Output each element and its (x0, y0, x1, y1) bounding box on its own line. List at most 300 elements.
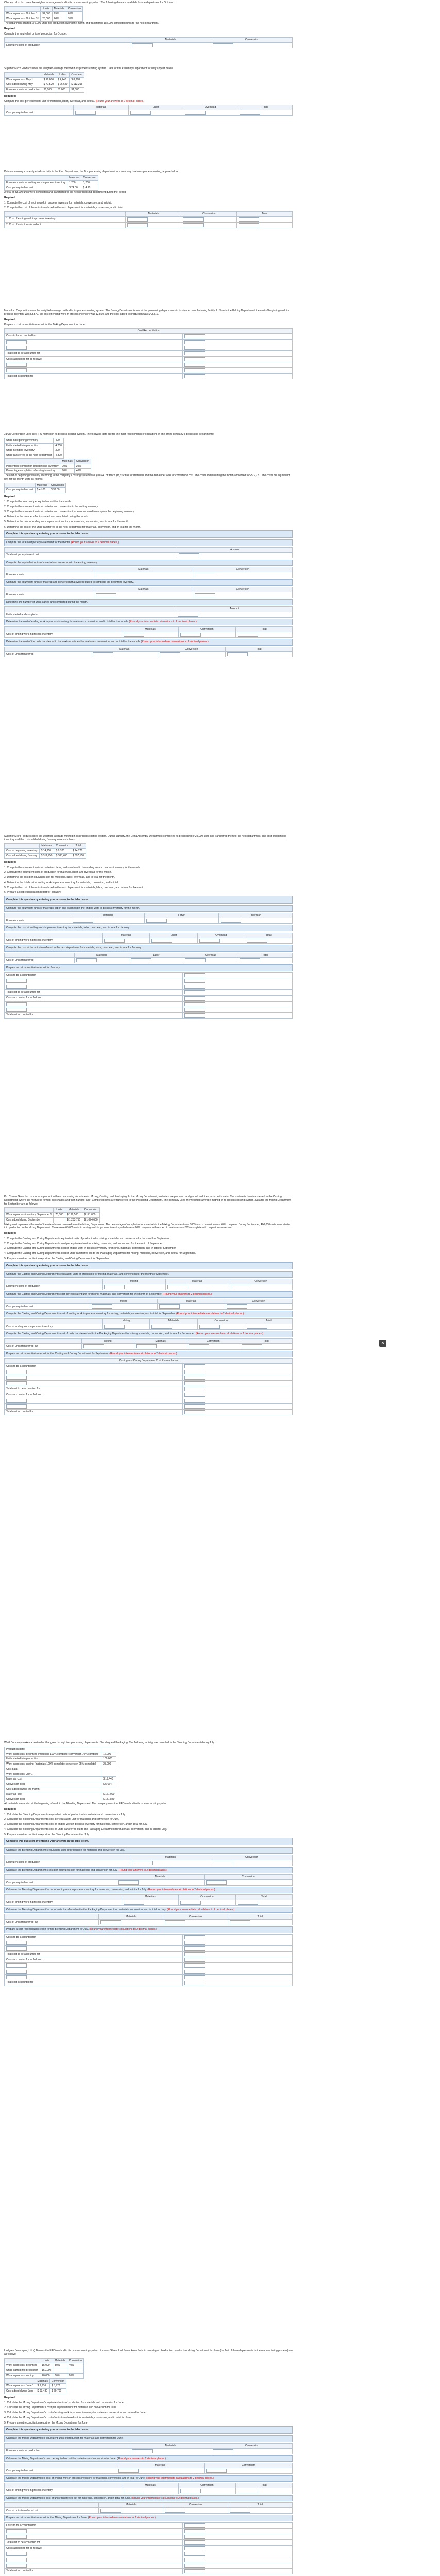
answer-input[interactable] (240, 958, 260, 962)
answer-input[interactable] (124, 633, 144, 637)
required-label: Required: (4, 94, 16, 98)
table-header: Labor (56, 72, 69, 77)
recon-amount-input[interactable] (184, 2535, 205, 2539)
table-row (5, 11, 83, 16)
table-cell: $ 171,000 (82, 1213, 99, 1218)
answer-input[interactable] (159, 1304, 180, 1309)
answer-input[interactable] (180, 2489, 201, 2493)
recon-select[interactable] (6, 346, 27, 350)
recon-label: Costs to be accounted for: (6, 1935, 37, 1939)
answer-row-label: Units started and completed (5, 612, 176, 618)
recon-row (5, 1012, 293, 1018)
table-cell: 30% (74, 464, 91, 469)
answer-input[interactable] (180, 1901, 201, 1905)
answer-header: Total (238, 105, 292, 110)
answer-input[interactable] (118, 2469, 139, 2473)
answer-input[interactable] (239, 223, 259, 227)
answer-input[interactable] (183, 217, 204, 222)
recon-amount-input[interactable] (184, 990, 205, 994)
recon-amount-input[interactable] (184, 1364, 205, 1368)
answer-header: Labor (128, 105, 183, 110)
answer-input[interactable] (179, 553, 199, 557)
answer-input[interactable] (127, 217, 148, 222)
answer-input[interactable] (183, 223, 204, 227)
table-row (5, 1767, 116, 1772)
answer-row-label: Cost per equivalent unit (5, 2468, 116, 2474)
recon-select[interactable] (6, 2535, 27, 2539)
recon-amount-input[interactable] (184, 985, 205, 989)
answer-input[interactable] (83, 1344, 104, 1348)
recon-select[interactable] (6, 340, 27, 344)
table-cell: 80% (60, 469, 74, 474)
cost-reconciliation-table (4, 972, 293, 1019)
recon-select[interactable] (6, 1370, 27, 1374)
recon-amount-input[interactable] (184, 1387, 205, 1391)
section-prompt: Calculate the Mixing Department's cost per equivalent unit for materials and conversion for June. (Round your answers to 2 decimal places.) (4, 2455, 293, 2462)
recon-row (5, 1375, 293, 1381)
section-answer-table (4, 1874, 293, 1886)
table-row (5, 2373, 84, 2378)
recon-amount-input[interactable] (184, 1399, 205, 1403)
answer-row (5, 632, 293, 637)
problem-note: The cost of beginning inventory according to the company's costing system was $10,640 of which $8,535 was for materials and the remainder was for conversion cost. The costs added during the month amounted to $322,720. The costs per equivalent unit for the month were as follows: (4, 474, 290, 481)
answer-header: Conversion (163, 1914, 228, 1920)
section-prompt: Compute the cost of the units transferred to the next department for materials, labor, overhead, and in total for January. (4, 945, 293, 952)
problem-p4 (4, 309, 293, 379)
answer-input[interactable] (240, 111, 260, 115)
recon-amount-input[interactable] (184, 996, 205, 1001)
recon-amount-input[interactable] (184, 1975, 205, 1979)
recon-amount-input[interactable] (184, 2540, 205, 2545)
answer-input[interactable] (230, 2509, 250, 2513)
recon-amount-input[interactable] (184, 1008, 205, 1012)
required-item: 3. Calculate the Blending Department's cost of ending work in process inventory for materials, conversion, and in total for July. (4, 1823, 148, 1826)
problem-note: All materials are added at the beginning of work in the Blending Department. The company uses the FIFO method in its process costing system. (4, 1802, 168, 1805)
recon-select[interactable] (6, 363, 27, 367)
close-overlay-button[interactable]: ✕ (379, 1340, 386, 1347)
answer-input[interactable] (92, 1304, 112, 1309)
recon-row (5, 1398, 293, 1403)
answer-input[interactable] (239, 217, 259, 222)
recon-amount-input[interactable] (184, 979, 205, 983)
answer-input[interactable] (132, 2449, 153, 2453)
table-header (5, 175, 67, 180)
answer-input[interactable] (213, 1861, 233, 1865)
recon-select[interactable] (6, 2529, 27, 2533)
recon-amount-input[interactable] (184, 1393, 205, 1397)
problem-intro: Data concerning a recent period's activity in the Prep Department, the first processing department in a company that uses process costing, appear below: (4, 170, 179, 173)
answer-input[interactable] (118, 1880, 139, 1885)
answer-input[interactable] (96, 573, 116, 577)
recon-select[interactable] (6, 2564, 27, 2568)
table-cell: $ 41.00 (35, 488, 49, 493)
answer-row-label: Cost of units transferred out (5, 1920, 99, 1925)
section-note: (Round your intermediate calculations to 2 decimal places.) (109, 1352, 177, 1355)
recon-row (5, 2568, 293, 2574)
instruction-banner: Complete this question by entering your answers in the tabs below. (4, 1262, 293, 1270)
answer-header: Conversion (204, 1875, 292, 1880)
table-cell: Units started into production (5, 2368, 40, 2374)
answer-table (4, 37, 293, 48)
answer-header: Total (228, 2503, 292, 2508)
recon-select[interactable] (6, 368, 27, 372)
recon-amount-input[interactable] (184, 1970, 205, 1974)
recon-row (5, 362, 293, 368)
table-cell: $ 24,270 (71, 849, 86, 854)
recon-amount-input[interactable] (184, 1376, 205, 1380)
recon-amount-input[interactable] (184, 1981, 205, 1985)
table-row (5, 1797, 116, 1802)
section-prompt: Compute the equivalent units of materials, labor, and overhead in the ending work in process inventory for the month. (4, 905, 293, 912)
answer-input[interactable] (242, 1344, 262, 1348)
required-text: Prepare a cost reconciliation report for the Baking Department for June. (4, 323, 86, 327)
table-cell: $ 196,500 (65, 1213, 82, 1218)
recon-select[interactable] (6, 1002, 27, 1006)
section-answer-table (4, 547, 293, 558)
section-note: (Round your intermediate calculations to 2 decimal places.) (88, 2516, 156, 2520)
answer-header: Materials (122, 1894, 178, 1900)
section-note: (Round your answers to 2 decimal places.) (118, 1868, 167, 1872)
answer-input[interactable] (151, 939, 172, 943)
answer-header: Materials (134, 1338, 187, 1344)
answer-input[interactable] (185, 111, 206, 115)
section-prompt: Calculate the Blending Department's cost of units transferred out to the Packaging Department for materials, conversion, and in total for July. (Round your intermediate calculations to 2 decimal places.) (4, 1907, 293, 1913)
recon-amount-input[interactable] (184, 357, 205, 361)
answer-input[interactable] (127, 223, 148, 227)
recon-select[interactable] (6, 1008, 27, 1012)
recon-amount-input[interactable] (184, 973, 205, 977)
table-cell: Work in process, October 31 (5, 16, 41, 22)
answer-input[interactable] (199, 1325, 220, 1329)
recon-select[interactable] (6, 1381, 27, 1385)
given-data-table-2 (4, 459, 91, 474)
recon-select[interactable] (6, 1946, 27, 1951)
answer-input[interactable] (151, 1325, 172, 1329)
required-item: 5. Compute the cost of the units transferred to the next department for materials, labor, overhead, and in total for the month. (4, 886, 145, 889)
recon-amount-input[interactable] (184, 374, 205, 378)
answer-row-label: Cost of ending work in process inventory (5, 632, 122, 637)
given-data-table (4, 2358, 84, 2379)
section-prompt: Calculate the Blending Department's cost of ending work in process inventory for materials, conversion, and in total for July. (Round your intermediate calculations to 2 decimal places.) (4, 1887, 293, 1893)
answer-input[interactable] (227, 652, 248, 656)
answer-input[interactable] (206, 2469, 227, 2473)
recon-amount-input[interactable] (184, 2552, 205, 2556)
table-row (5, 464, 91, 469)
recon-select[interactable] (6, 1970, 27, 1974)
answer-input[interactable] (195, 573, 215, 577)
table-cell: Units in ending inventory (5, 448, 54, 453)
recon-amount-input[interactable] (184, 1002, 205, 1006)
recon-amount-input[interactable] (184, 1381, 205, 1385)
answer-input[interactable] (132, 1861, 153, 1865)
recon-select[interactable] (6, 979, 27, 983)
recon-label: Costs accounted for as follows: (6, 2547, 42, 2550)
answer-header: Mixing (103, 1319, 150, 1324)
answer-header: Overhead (183, 953, 238, 958)
answer-row-label: Cost of units transferred (5, 652, 91, 657)
answer-input[interactable] (132, 43, 153, 47)
recon-amount-input[interactable] (184, 2558, 205, 2562)
answer-row-label: Total cost per equivalent unit (5, 552, 177, 558)
recon-amount-input[interactable] (184, 2523, 205, 2528)
recon-amount-input[interactable] (184, 2569, 205, 2573)
answer-input[interactable] (247, 939, 267, 943)
recon-row (5, 1969, 293, 1974)
recon-label: Total cost accounted for (6, 2569, 33, 2573)
recon-amount-input[interactable] (184, 2564, 205, 2568)
recon-amount-input[interactable] (184, 1952, 205, 1956)
answer-input[interactable] (165, 1920, 185, 1924)
answer-input[interactable] (231, 1285, 251, 1289)
answer-header (5, 2503, 99, 2508)
table-row (5, 1792, 116, 1797)
answer-input[interactable] (221, 919, 241, 923)
table-cell: Units in beginning inventory (5, 438, 54, 443)
answer-input[interactable] (238, 633, 258, 637)
answer-row (5, 1860, 293, 1866)
answer-header: Conversion (193, 587, 293, 592)
answer-row-label: Equivalent units of production (5, 1860, 130, 1866)
answer-row (5, 2488, 293, 2494)
answer-header (5, 1855, 130, 1860)
section-prompt: Compute the Casting and Curing Department's cost of ending work in process inventory for mixing, materials, conversion, and in total for September. (Round your intermediate calculations to 2 decimal places.) (4, 1311, 293, 1317)
table-cell: Percentage completion of ending inventory (5, 469, 60, 474)
table-cell (101, 1787, 116, 1792)
answer-input[interactable] (124, 1901, 144, 1905)
answer-input[interactable] (238, 2489, 258, 2493)
answer-header: Labor (129, 953, 183, 958)
recon-select[interactable] (6, 985, 27, 989)
recon-select[interactable] (6, 2558, 27, 2562)
answer-input[interactable] (227, 1304, 247, 1309)
answer-header: Materials (150, 1319, 197, 1324)
answer-header: Materials (74, 953, 129, 958)
answer-input[interactable] (131, 958, 151, 962)
table-cell: Units transferred to the next department (5, 453, 54, 459)
answer-header (5, 547, 177, 552)
recon-amount-input[interactable] (184, 1013, 205, 1018)
recon-amount-input[interactable] (184, 368, 205, 372)
recon-select[interactable] (6, 1963, 27, 1968)
answer-header: Conversion (179, 1894, 235, 1900)
answer-input[interactable] (73, 919, 93, 923)
answer-input[interactable] (213, 43, 233, 47)
answer-input[interactable] (185, 958, 206, 962)
problem-intro: Pro Cosmo Glow, Inc. produces a product in three processing departments: Mixing, Casting, and Packaging. In the Mixing Department, materials are prepared and ground and then mixed with water. The mixture is then transferred to the Casting Department, where the mixture is formed into shapes and then hung to cure. Completed units are transferred to the Packaging Department. The company uses the weighted-average method in its process costing system. Data for the Mixing Department for September are as follows: (4, 1195, 291, 1206)
table-cell: 15,000 (40, 2363, 53, 2368)
recon-title: Casting and Curing Department Cost Reconciliation (5, 1359, 293, 1364)
answer-input[interactable] (167, 1285, 188, 1289)
answer-header: Conversion (229, 1279, 292, 1284)
section-answer-table (4, 933, 293, 944)
section-prompt: Compute the cost of ending work in process inventory for materials, labor, overhead, and in total for January. (4, 925, 293, 931)
required-item: 1. Calculate the Mixing Department's equivalent units of production for materials and conversion for June. (4, 2401, 125, 2404)
recon-amount-input[interactable] (184, 1963, 205, 1968)
answer-input[interactable] (146, 919, 167, 923)
required-item: 4. Determine the total cost of ending work in process inventory for materials, conversion, and in total. (4, 880, 119, 884)
recon-select[interactable] (6, 1975, 27, 1979)
recon-amount-input[interactable] (184, 1410, 205, 1414)
recon-amount-input[interactable] (184, 346, 205, 350)
recon-amount-input[interactable] (184, 1370, 205, 1374)
recon-amount-input[interactable] (184, 363, 205, 367)
answer-header: Materials (116, 1875, 204, 1880)
table-cell: Work in process, July 1: (5, 1772, 101, 1777)
recon-amount-input[interactable] (184, 1941, 205, 1945)
answer-input[interactable] (100, 1920, 121, 1924)
answer-input[interactable] (124, 2489, 144, 2493)
table-cell: 150,000 (40, 2368, 53, 2374)
table-cell: Cost added during September (5, 1217, 54, 1223)
recon-label: Costs accounted for as follows: (6, 1393, 42, 1397)
recon-amount-input[interactable] (184, 334, 205, 338)
table-cell: 4,300 (54, 453, 64, 459)
recon-row (5, 984, 293, 990)
required-label: Required: (4, 1232, 16, 1235)
table-cell: $ 19,440 (101, 1777, 116, 1782)
answer-header: Materials (130, 2443, 211, 2448)
answer-header: Conversion (158, 647, 225, 652)
recon-select[interactable] (6, 1399, 27, 1403)
table-header: Units (54, 1208, 65, 1213)
answer-input[interactable] (160, 652, 180, 656)
required-item: 2. Compute the cost of the units transferred to the next department for materials, conversion, and in total. (4, 206, 124, 210)
recon-select[interactable] (6, 1941, 27, 1945)
recon-row (5, 345, 293, 350)
table-header: Overhead (70, 72, 84, 77)
recon-row (5, 1386, 293, 1392)
answer-input[interactable] (96, 593, 116, 597)
answer-row-label: Equivalent units of production (5, 2448, 130, 2454)
problem-note: Mixing cost represents the cost of the mixed mass received from the Mixing Department. The percentage of completion for materials in the Mixing Department was 100% and conversion was 40% complete. During September, 400,000 units were started into production in the Mixing Department. There were 65,000 units in ending work in process inventory which were 80% complete with respect to materials and 30% complete with respect to conversion. (4, 1223, 291, 1230)
recon-label: Total cost accounted for (6, 1410, 33, 1414)
answer-row-label: 1. Cost of ending work in process inventory (5, 216, 126, 222)
answer-input[interactable] (180, 633, 201, 637)
table-cell: Equivalent units of ending work in process inventory (5, 180, 67, 185)
recon-row (5, 1007, 293, 1012)
table-cell: Conversion cost (5, 1782, 101, 1787)
recon-select[interactable] (6, 1376, 27, 1380)
recon-row (5, 1974, 293, 1980)
answer-header: Conversion (181, 212, 237, 217)
answer-row-label: Cost per equivalent unit (5, 110, 74, 116)
answer-input[interactable] (238, 1901, 258, 1905)
problem-p1 (4, 1, 293, 48)
section-prompt: Compute the equivalent units of material and conversion in the ending inventory. (4, 560, 293, 566)
problem-intro: Cheney Labs, Inc. uses the weighted-average method in its process costing system. The following data are available for one department for October: (4, 1, 174, 4)
table-row (5, 1752, 116, 1757)
table-cell: Cost data: (5, 1767, 101, 1772)
answer-header: Materials (94, 567, 193, 572)
recon-row (5, 1403, 293, 1409)
answer-header: Total (235, 1894, 292, 1900)
section-prompt: Calculate the Blending Department's cost per equivalent unit for materials and conversion for July. (Round your answers to 2 decimal places.) (4, 1867, 293, 1874)
answer-row (5, 1304, 293, 1310)
recon-row (5, 339, 293, 345)
table-cell: Cost per equivalent unit (5, 488, 36, 493)
given-data-table (4, 175, 98, 191)
answer-header (5, 1319, 103, 1324)
required-item: 3. Compute the Casting and Curing Department's cost of ending work in process inventory for mixing, materials, conversion, and in total for September. (4, 1247, 177, 1250)
answer-row (5, 2468, 293, 2474)
problem-p5 (4, 433, 293, 657)
answer-header (5, 587, 94, 592)
recon-title: Cost Reconciliation (5, 329, 293, 334)
answer-row-label: Equivalent units (5, 592, 94, 598)
answer-header: Materials (91, 647, 158, 652)
answer-input[interactable] (76, 958, 97, 962)
answer-input[interactable] (104, 1285, 125, 1289)
section-prompt: Calculate the Blending Department's equivalent units of production for materials and conversion for July. (4, 1847, 293, 1854)
table-cell: $ 697,150 (71, 854, 86, 859)
recon-amount-input[interactable] (184, 1935, 205, 1939)
required-text: Compute the equivalent units of production for October. (4, 32, 67, 36)
recon-select[interactable] (6, 1404, 27, 1409)
answer-input[interactable] (136, 1344, 157, 1348)
answer-input[interactable] (75, 111, 96, 115)
table-header: Materials (60, 459, 74, 464)
table-row (5, 1787, 116, 1792)
answer-input[interactable] (100, 2509, 121, 2513)
table-header: Conversion (67, 2358, 83, 2363)
recon-amount-input[interactable] (184, 1958, 205, 1962)
recon-row (5, 990, 293, 995)
answer-header (5, 2463, 116, 2468)
answer-input[interactable] (213, 2449, 233, 2453)
answer-row-label: Equivalent units (5, 918, 71, 924)
answer-header: Total (240, 1338, 292, 1344)
section-answer-table (4, 647, 293, 658)
table-row (5, 2384, 66, 2389)
recon-row (5, 357, 293, 362)
answer-header (5, 1914, 99, 1920)
answer-input[interactable] (130, 111, 151, 115)
recon-amount-input[interactable] (184, 351, 205, 355)
answer-input[interactable] (104, 1325, 125, 1329)
answer-input[interactable] (178, 613, 198, 617)
answer-input[interactable] (230, 1920, 250, 1924)
answer-input[interactable] (195, 593, 215, 597)
recon-amount-input[interactable] (184, 340, 205, 344)
table-cell: Percentage completion of beginning inventory (5, 464, 60, 469)
answer-input[interactable] (93, 652, 113, 656)
recon-row (5, 978, 293, 984)
answer-input[interactable] (104, 939, 125, 943)
recon-select[interactable] (6, 2552, 27, 2556)
recon-row (5, 1409, 293, 1415)
answer-header: Total (225, 647, 293, 652)
recon-amount-input[interactable] (184, 1946, 205, 1951)
table-row (5, 180, 98, 185)
answer-input[interactable] (199, 939, 220, 943)
table-cell: $ 5,664 (101, 1782, 116, 1787)
answer-header: Materials (94, 587, 193, 592)
answer-input[interactable] (247, 1325, 267, 1329)
answer-input[interactable] (189, 1344, 209, 1348)
table-header: Conversion (54, 843, 71, 849)
table-cell: 12,000 (101, 1752, 116, 1757)
recon-amount-input[interactable] (184, 1404, 205, 1409)
recon-row (5, 2551, 293, 2557)
recon-row (5, 2546, 293, 2551)
required-item: 6. Prepare a cost reconciliation report for January. (4, 891, 61, 894)
answer-row (5, 1880, 293, 1886)
recon-amount-input[interactable] (184, 2529, 205, 2533)
answer-input[interactable] (206, 1880, 227, 1885)
answer-input[interactable] (165, 2509, 185, 2513)
section-note: (Round your intermediate calculations to 2 decimal places.) (195, 1332, 263, 1335)
recon-amount-input[interactable] (184, 2546, 205, 2550)
